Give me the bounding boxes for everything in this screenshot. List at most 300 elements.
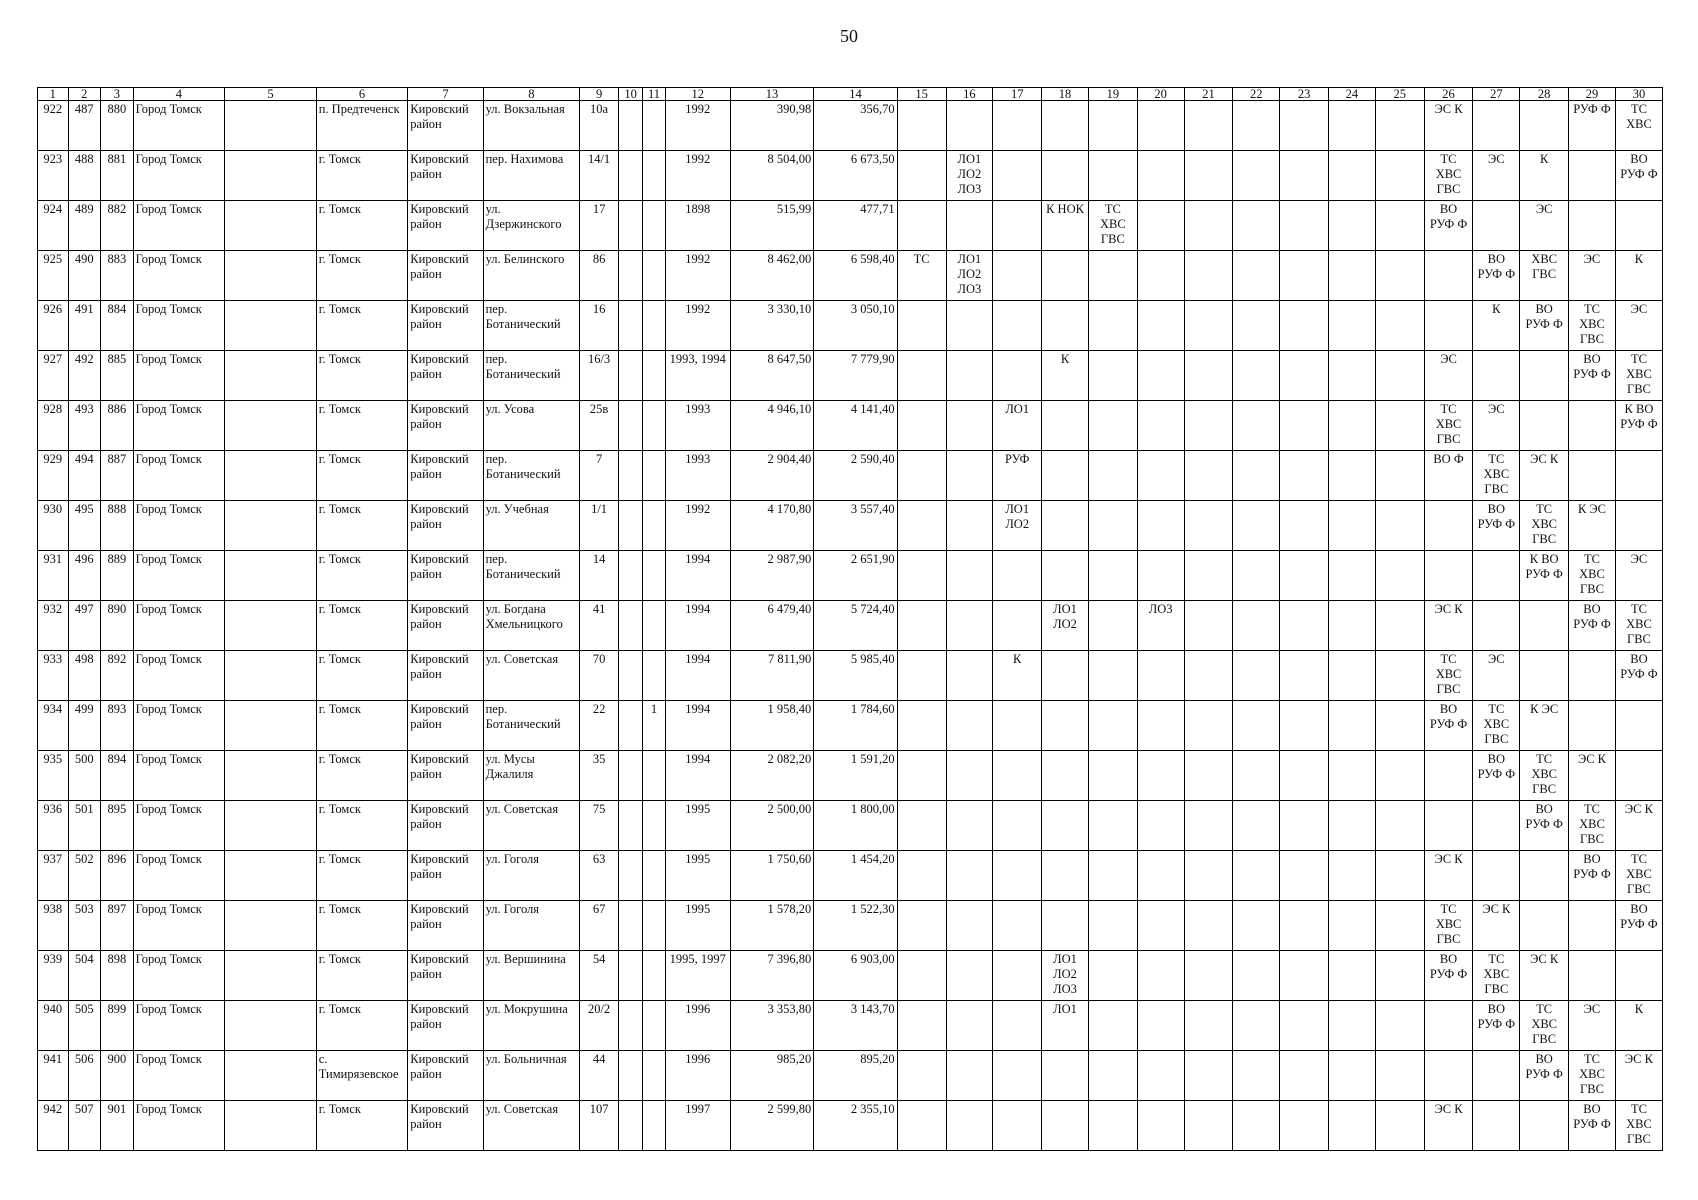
cell-col-5	[225, 501, 317, 551]
cell-col-17	[993, 951, 1042, 1001]
column-header-28: 28	[1520, 88, 1569, 101]
cell-col-22	[1233, 351, 1280, 401]
cell-col-19	[1088, 1001, 1137, 1051]
cell-col-4: Город Томск	[133, 651, 225, 701]
cell-col-6: г. Томск	[316, 951, 408, 1001]
table-row	[38, 301, 1663, 351]
cell-col-29	[1569, 901, 1616, 951]
table-row	[38, 151, 1663, 201]
cell-col-10	[618, 351, 642, 401]
cell-col-29	[1569, 451, 1616, 501]
column-header-19: 19	[1088, 88, 1137, 101]
cell-col-21	[1184, 1051, 1233, 1101]
cell-col-8: пер. Нахимова	[483, 151, 580, 201]
cell-col-23	[1280, 551, 1329, 601]
cell-col-21	[1184, 901, 1233, 951]
cell-col-7: Кировский район	[408, 751, 483, 801]
cell-col-5	[225, 551, 317, 601]
column-header-23: 23	[1280, 88, 1329, 101]
cell-col-8: ул. Богдана Хмельницкого	[483, 601, 580, 651]
cell-col-16: ЛО1 ЛО2 ЛО3	[946, 151, 993, 201]
cell-col-4: Город Томск	[133, 551, 225, 601]
cell-col-16	[946, 1101, 993, 1151]
table-body	[38, 101, 1663, 1151]
cell-col-25	[1375, 251, 1424, 301]
cell-col-14: 6 598,40	[814, 251, 897, 301]
cell-col-15	[897, 951, 946, 1001]
cell-col-29	[1569, 951, 1616, 1001]
cell-col-24	[1329, 301, 1376, 351]
cell-col-17	[993, 1001, 1042, 1051]
cell-col-2: 487	[68, 101, 101, 151]
cell-col-23	[1280, 101, 1329, 151]
cell-col-3: 893	[101, 701, 134, 751]
cell-col-25	[1375, 851, 1424, 901]
cell-col-18	[1042, 651, 1089, 701]
column-header-20: 20	[1137, 88, 1184, 101]
cell-col-13: 4 946,10	[730, 401, 813, 451]
column-header-15: 15	[897, 88, 946, 101]
column-header-10: 10	[618, 88, 642, 101]
cell-col-2: 491	[68, 301, 101, 351]
cell-col-2: 489	[68, 201, 101, 251]
cell-col-4: Город Томск	[133, 201, 225, 251]
cell-col-3: 894	[101, 751, 134, 801]
cell-col-6: г. Томск	[316, 301, 408, 351]
cell-col-16	[946, 201, 993, 251]
cell-col-9: 35	[580, 751, 619, 801]
cell-col-11	[643, 501, 665, 551]
cell-col-30: ВО РУФ Ф	[1615, 901, 1662, 951]
cell-col-23	[1280, 1101, 1329, 1151]
table-row	[38, 351, 1663, 401]
cell-col-15	[897, 601, 946, 651]
cell-col-6: г. Томск	[316, 201, 408, 251]
cell-col-2: 505	[68, 1001, 101, 1051]
cell-col-25	[1375, 301, 1424, 351]
cell-col-22	[1233, 501, 1280, 551]
cell-col-20	[1137, 301, 1184, 351]
cell-col-3: 900	[101, 1051, 134, 1101]
cell-col-16	[946, 801, 993, 851]
cell-col-21	[1184, 601, 1233, 651]
cell-col-13: 8 462,00	[730, 251, 813, 301]
column-header-26: 26	[1424, 88, 1473, 101]
cell-col-10	[618, 251, 642, 301]
cell-col-25	[1375, 651, 1424, 701]
table-row	[38, 901, 1663, 951]
cell-col-2: 497	[68, 601, 101, 651]
cell-col-8: ул. Белинского	[483, 251, 580, 301]
cell-col-5	[225, 951, 317, 1001]
cell-col-29: ВО РУФ Ф	[1569, 351, 1616, 401]
cell-col-20: ЛО3	[1137, 601, 1184, 651]
cell-col-6: г. Томск	[316, 601, 408, 651]
cell-col-30: ТС ХВС	[1615, 101, 1662, 151]
cell-col-1: 930	[38, 501, 69, 551]
cell-col-6: г. Томск	[316, 751, 408, 801]
cell-col-2: 504	[68, 951, 101, 1001]
cell-col-13: 2 500,00	[730, 801, 813, 851]
cell-col-21	[1184, 1001, 1233, 1051]
cell-col-17	[993, 551, 1042, 601]
cell-col-12: 1995	[665, 851, 730, 901]
cell-col-8: ул. Дзержинского	[483, 201, 580, 251]
cell-col-7: Кировский район	[408, 601, 483, 651]
cell-col-28: ЭС	[1520, 201, 1569, 251]
cell-col-15	[897, 851, 946, 901]
cell-col-30	[1615, 951, 1662, 1001]
cell-col-10	[618, 601, 642, 651]
cell-col-1: 923	[38, 151, 69, 201]
cell-col-16	[946, 551, 993, 601]
cell-col-28: ХВС ГВС	[1520, 251, 1569, 301]
cell-col-15	[897, 1051, 946, 1101]
cell-col-11	[643, 301, 665, 351]
cell-col-9: 86	[580, 251, 619, 301]
cell-col-29: ВО РУФ Ф	[1569, 851, 1616, 901]
cell-col-3: 897	[101, 901, 134, 951]
cell-col-15	[897, 401, 946, 451]
cell-col-23	[1280, 851, 1329, 901]
cell-col-2: 496	[68, 551, 101, 601]
cell-col-17	[993, 851, 1042, 901]
cell-col-11	[643, 451, 665, 501]
cell-col-6: г. Томск	[316, 501, 408, 551]
cell-col-30: ТС ХВС ГВС	[1615, 1101, 1662, 1151]
cell-col-18: ЛО1 ЛО2	[1042, 601, 1089, 651]
cell-col-13: 390,98	[730, 101, 813, 151]
cell-col-30: К	[1615, 1001, 1662, 1051]
cell-col-19	[1088, 951, 1137, 1001]
cell-col-14: 3 050,10	[814, 301, 897, 351]
cell-col-10	[618, 951, 642, 1001]
cell-col-24	[1329, 351, 1376, 401]
column-header-14: 14	[814, 88, 897, 101]
cell-col-27	[1473, 551, 1520, 601]
cell-col-18	[1042, 901, 1089, 951]
cell-col-13: 1 750,60	[730, 851, 813, 901]
cell-col-3: 881	[101, 151, 134, 201]
cell-col-3: 883	[101, 251, 134, 301]
cell-col-29: ТС ХВС ГВС	[1569, 1051, 1616, 1101]
cell-col-3: 896	[101, 851, 134, 901]
cell-col-1: 933	[38, 651, 69, 701]
cell-col-19	[1088, 601, 1137, 651]
cell-col-1: 924	[38, 201, 69, 251]
cell-col-20	[1137, 1101, 1184, 1151]
cell-col-5	[225, 151, 317, 201]
column-header-12: 12	[665, 88, 730, 101]
cell-col-12: 1992	[665, 501, 730, 551]
cell-col-13: 7 396,80	[730, 951, 813, 1001]
cell-col-28	[1520, 901, 1569, 951]
cell-col-5	[225, 751, 317, 801]
cell-col-29	[1569, 651, 1616, 701]
column-header-16: 16	[946, 88, 993, 101]
cell-col-30: ЭС К	[1615, 801, 1662, 851]
cell-col-18	[1042, 801, 1089, 851]
cell-col-5	[225, 601, 317, 651]
cell-col-18	[1042, 151, 1089, 201]
cell-col-12: 1992	[665, 101, 730, 151]
cell-col-12: 1994	[665, 751, 730, 801]
cell-col-19	[1088, 251, 1137, 301]
cell-col-18	[1042, 501, 1089, 551]
cell-col-20	[1137, 451, 1184, 501]
cell-col-27: ВО РУФ Ф	[1473, 501, 1520, 551]
cell-col-17	[993, 801, 1042, 851]
cell-col-18: ЛО1	[1042, 1001, 1089, 1051]
cell-col-20	[1137, 851, 1184, 901]
cell-col-11	[643, 351, 665, 401]
cell-col-2: 492	[68, 351, 101, 401]
cell-col-21	[1184, 201, 1233, 251]
cell-col-1: 934	[38, 701, 69, 751]
cell-col-7: Кировский район	[408, 451, 483, 501]
cell-col-10	[618, 1051, 642, 1101]
cell-col-19	[1088, 101, 1137, 151]
cell-col-26	[1424, 301, 1473, 351]
cell-col-18: ЛО1 ЛО2 ЛО3	[1042, 951, 1089, 1001]
cell-col-19: ТС ХВС ГВС	[1088, 201, 1137, 251]
cell-col-11	[643, 951, 665, 1001]
cell-col-20	[1137, 901, 1184, 951]
cell-col-7: Кировский район	[408, 901, 483, 951]
cell-col-24	[1329, 451, 1376, 501]
cell-col-5	[225, 401, 317, 451]
cell-col-26: ВО РУФ Ф	[1424, 701, 1473, 751]
cell-col-10	[618, 651, 642, 701]
cell-col-29: РУФ Ф	[1569, 101, 1616, 151]
cell-col-17	[993, 351, 1042, 401]
cell-col-15	[897, 801, 946, 851]
cell-col-10	[618, 851, 642, 901]
cell-col-21	[1184, 801, 1233, 851]
cell-col-10	[618, 401, 642, 451]
cell-col-4: Город Томск	[133, 901, 225, 951]
cell-col-1: 925	[38, 251, 69, 301]
cell-col-14: 6 903,00	[814, 951, 897, 1001]
cell-col-4: Город Томск	[133, 751, 225, 801]
cell-col-4: Город Томск	[133, 1101, 225, 1151]
cell-col-5	[225, 1001, 317, 1051]
cell-col-14: 5 724,40	[814, 601, 897, 651]
cell-col-29: ЭС К	[1569, 751, 1616, 801]
cell-col-9: 107	[580, 1101, 619, 1151]
cell-col-5	[225, 1101, 317, 1151]
cell-col-22	[1233, 451, 1280, 501]
cell-col-22	[1233, 601, 1280, 651]
cell-col-13: 3 330,10	[730, 301, 813, 351]
cell-col-19	[1088, 151, 1137, 201]
cell-col-12: 1993	[665, 401, 730, 451]
table-row	[38, 251, 1663, 301]
cell-col-27: ТС ХВС ГВС	[1473, 701, 1520, 751]
cell-col-2: 490	[68, 251, 101, 301]
cell-col-7: Кировский район	[408, 651, 483, 701]
cell-col-15: ТС	[897, 251, 946, 301]
cell-col-20	[1137, 251, 1184, 301]
cell-col-27: ЭС К	[1473, 901, 1520, 951]
cell-col-16	[946, 901, 993, 951]
column-header-4: 4	[133, 88, 225, 101]
cell-col-10	[618, 801, 642, 851]
cell-col-14: 3 143,70	[814, 1001, 897, 1051]
cell-col-14: 5 985,40	[814, 651, 897, 701]
cell-col-25	[1375, 401, 1424, 451]
cell-col-7: Кировский район	[408, 351, 483, 401]
cell-col-11	[643, 851, 665, 901]
cell-col-23	[1280, 351, 1329, 401]
cell-col-28	[1520, 601, 1569, 651]
cell-col-14: 6 673,50	[814, 151, 897, 201]
cell-col-11	[643, 751, 665, 801]
cell-col-21	[1184, 651, 1233, 701]
cell-col-14: 895,20	[814, 1051, 897, 1101]
cell-col-30: К ВО РУФ Ф	[1615, 401, 1662, 451]
cell-col-19	[1088, 901, 1137, 951]
cell-col-8: ул. Вершинина	[483, 951, 580, 1001]
cell-col-9: 17	[580, 201, 619, 251]
cell-col-22	[1233, 301, 1280, 351]
cell-col-29	[1569, 201, 1616, 251]
cell-col-27: ЭС	[1473, 401, 1520, 451]
cell-col-27	[1473, 101, 1520, 151]
cell-col-1: 938	[38, 901, 69, 951]
cell-col-29	[1569, 701, 1616, 751]
cell-col-26: ТС ХВС ГВС	[1424, 401, 1473, 451]
cell-col-7: Кировский район	[408, 101, 483, 151]
cell-col-6: г. Томск	[316, 851, 408, 901]
cell-col-9: 22	[580, 701, 619, 751]
cell-col-8: пер. Ботанический	[483, 701, 580, 751]
cell-col-17	[993, 251, 1042, 301]
cell-col-26: ЭС К	[1424, 101, 1473, 151]
cell-col-22	[1233, 951, 1280, 1001]
cell-col-22	[1233, 401, 1280, 451]
cell-col-4: Город Томск	[133, 451, 225, 501]
cell-col-1: 940	[38, 1001, 69, 1051]
cell-col-29: ТС ХВС ГВС	[1569, 801, 1616, 851]
table-row	[38, 451, 1663, 501]
cell-col-12: 1992	[665, 151, 730, 201]
cell-col-11	[643, 101, 665, 151]
cell-col-13: 515,99	[730, 201, 813, 251]
cell-col-22	[1233, 1101, 1280, 1151]
cell-col-17	[993, 901, 1042, 951]
cell-col-24	[1329, 951, 1376, 1001]
cell-col-20	[1137, 1001, 1184, 1051]
cell-col-8: ул. Гоголя	[483, 851, 580, 901]
cell-col-9: 54	[580, 951, 619, 1001]
cell-col-16	[946, 101, 993, 151]
cell-col-2: 503	[68, 901, 101, 951]
cell-col-22	[1233, 151, 1280, 201]
cell-col-3: 892	[101, 651, 134, 701]
cell-col-18: К НОК	[1042, 201, 1089, 251]
cell-col-6: п. Предтеченск	[316, 101, 408, 151]
cell-col-9: 16/3	[580, 351, 619, 401]
cell-col-14: 1 522,30	[814, 901, 897, 951]
cell-col-7: Кировский район	[408, 701, 483, 751]
cell-col-2: 506	[68, 1051, 101, 1101]
cell-col-24	[1329, 151, 1376, 201]
cell-col-29: ТС ХВС ГВС	[1569, 301, 1616, 351]
cell-col-22	[1233, 551, 1280, 601]
cell-col-19	[1088, 751, 1137, 801]
cell-col-15	[897, 1101, 946, 1151]
cell-col-27	[1473, 1051, 1520, 1101]
cell-col-26	[1424, 1051, 1473, 1101]
cell-col-19	[1088, 301, 1137, 351]
column-header-22: 22	[1233, 88, 1280, 101]
cell-col-10	[618, 201, 642, 251]
cell-col-2: 502	[68, 851, 101, 901]
column-header-30: 30	[1615, 88, 1662, 101]
cell-col-16	[946, 951, 993, 1001]
cell-col-2: 494	[68, 451, 101, 501]
cell-col-21	[1184, 551, 1233, 601]
cell-col-10	[618, 301, 642, 351]
cell-col-12: 1992	[665, 301, 730, 351]
cell-col-30: ТС ХВС ГВС	[1615, 851, 1662, 901]
cell-col-9: 14	[580, 551, 619, 601]
cell-col-17	[993, 601, 1042, 651]
cell-col-26	[1424, 551, 1473, 601]
cell-col-8: ул. Советская	[483, 801, 580, 851]
cell-col-26: ЭС К	[1424, 1101, 1473, 1151]
cell-col-18	[1042, 251, 1089, 301]
cell-col-20	[1137, 501, 1184, 551]
cell-col-10	[618, 751, 642, 801]
cell-col-14: 3 557,40	[814, 501, 897, 551]
cell-col-13: 8 647,50	[730, 351, 813, 401]
cell-col-5	[225, 351, 317, 401]
cell-col-13: 1 578,20	[730, 901, 813, 951]
cell-col-6: с. Тимирязевское	[316, 1051, 408, 1101]
cell-col-3: 899	[101, 1001, 134, 1051]
cell-col-30	[1615, 701, 1662, 751]
cell-col-7: Кировский район	[408, 1001, 483, 1051]
cell-col-23	[1280, 451, 1329, 501]
cell-col-14: 1 454,20	[814, 851, 897, 901]
table-row	[38, 801, 1663, 851]
cell-col-13: 4 170,80	[730, 501, 813, 551]
cell-col-16	[946, 1051, 993, 1101]
cell-col-25	[1375, 1001, 1424, 1051]
cell-col-9: 44	[580, 1051, 619, 1101]
cell-col-24	[1329, 601, 1376, 651]
cell-col-7: Кировский район	[408, 951, 483, 1001]
cell-col-18	[1042, 451, 1089, 501]
cell-col-9: 7	[580, 451, 619, 501]
cell-col-20	[1137, 151, 1184, 201]
cell-col-13: 8 504,00	[730, 151, 813, 201]
cell-col-16	[946, 851, 993, 901]
cell-col-12: 1994	[665, 651, 730, 701]
cell-col-5	[225, 451, 317, 501]
cell-col-30: К	[1615, 251, 1662, 301]
cell-col-15	[897, 651, 946, 701]
cell-col-10	[618, 151, 642, 201]
cell-col-24	[1329, 251, 1376, 301]
cell-col-14: 2 355,10	[814, 1101, 897, 1151]
cell-col-13: 985,20	[730, 1051, 813, 1101]
cell-col-23	[1280, 801, 1329, 851]
cell-col-3: 898	[101, 951, 134, 1001]
cell-col-22	[1233, 701, 1280, 751]
